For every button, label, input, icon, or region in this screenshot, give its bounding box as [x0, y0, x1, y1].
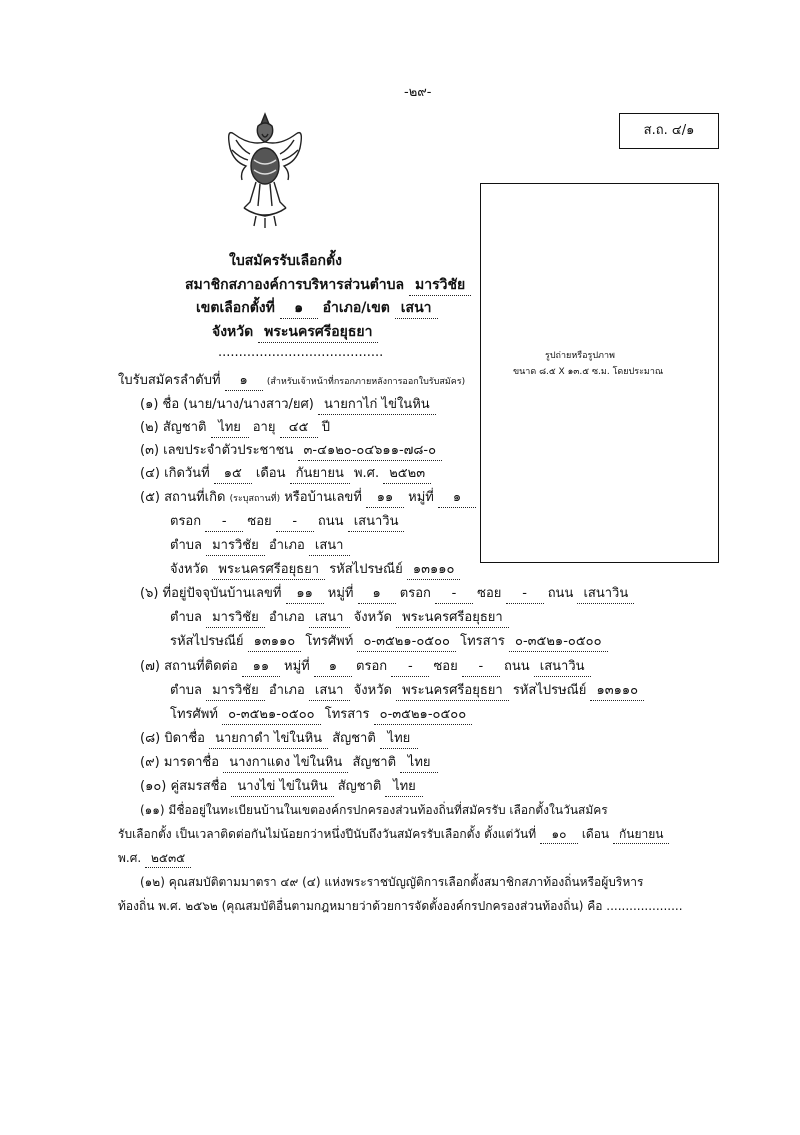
item-1-name [140, 396, 436, 415]
field-label: โทรศัพท์ [170, 707, 218, 722]
registered-day-field: ๑๐ [540, 825, 578, 844]
field-label: สัญชาติ [332, 731, 376, 746]
contact-trok-field: - [391, 658, 429, 677]
field-label: หมู่ที่ [284, 659, 310, 674]
field-label: รับเลือกตั้ง เป็นเวลาติดต่อกันไม่น้อยกว่าหนึ่งปีนับถึงวันสมัครรับเลือกตั้ง ตั้งแต่วันที่ [118, 827, 537, 841]
current-tambon-field: มารวิชัย [206, 609, 265, 628]
contact-amphoe-field: เสนา [309, 682, 350, 701]
header-dotted-line: ........................................ [218, 345, 384, 360]
item-7-line-2 [170, 682, 644, 701]
field-label: หรือบ้านเลขที่ [284, 490, 362, 505]
item-6-line-2 [170, 609, 509, 628]
district-no-field: ๑ [280, 298, 318, 319]
field-label: ตำบล [170, 538, 202, 553]
item-7-line-3 [170, 706, 472, 725]
item-6-current-address [140, 585, 634, 604]
birth-moo-field: ๑ [438, 489, 476, 508]
field-label: สัญชาติ [162, 420, 207, 435]
item-8-father [140, 730, 418, 749]
page-number: -๒๙- [404, 85, 432, 100]
birth-province-field: พระนครศรีอยุธยา [212, 561, 325, 580]
contact-tambon-field: มารวิชัย [206, 682, 265, 701]
current-postal-field: ๑๓๑๑๐ [248, 633, 302, 652]
field-label: อำเภอ [268, 538, 305, 553]
contact-phone-field: ๐-๓๕๒๑-๐๕๐๐ [222, 706, 321, 725]
item-6-line-3 [170, 633, 608, 652]
field-label: เดือน [255, 466, 286, 481]
field-label: คู่สมรสชื่อ [170, 779, 228, 794]
field-label: ซอย [247, 514, 272, 529]
field-label: หมู่ที่ [327, 586, 354, 601]
mother-name-field: นางกาแดง ไข่ในหิน [223, 754, 348, 773]
item-number: (๕) [140, 490, 160, 505]
field-label: มารดาชื่อ [163, 755, 220, 770]
item-number: (๙) [140, 755, 160, 770]
field-label: ตรอก [356, 659, 388, 674]
field-note: (ระบุสถานที่) [229, 494, 281, 504]
field-label: โทรศัพท์ [305, 634, 354, 649]
field-label: หมู่ที่ [408, 490, 434, 505]
current-soi-field: - [506, 585, 544, 604]
field-label: โทรสาร [460, 634, 505, 649]
amphoe-label: อำเภอ/เขต [322, 300, 390, 316]
order-line [118, 372, 465, 391]
item-2-nationality-age [140, 419, 330, 438]
field-label: ถนน [547, 586, 574, 601]
photo-box [480, 183, 719, 563]
field-label: ชื่อ (นาย/นาง/นางสาว/ยศ) [162, 397, 314, 412]
field-label: ถนน [503, 659, 530, 674]
field-label: โทรสาร [324, 707, 370, 722]
district-label: เขตเลือกตั้งที่ [196, 300, 275, 316]
field-label: รหัสไปรษณีย์ [512, 683, 587, 698]
field-label: ถนน [317, 514, 344, 529]
form-code-box: ส.ถ. ๔/๑ [619, 113, 719, 149]
item-11-line-1: (๑๑) มีชื่ออยู่ในทะเบียนบ้านในเขตองค์กรปกครองส่วนท้องถิ่นที่สมัครรับ เลือกตั้งในวันสมัคร [140, 803, 608, 817]
field-label: พ.ศ. [118, 851, 142, 865]
province-label: จังหวัด [212, 324, 254, 340]
item-5-line-2 [170, 513, 404, 532]
citizen-id-field: ๓-๔๑๒๐-๐๔๖๑๑-๗๘-๐ [298, 442, 443, 461]
field-label: เกิดวันที่ [164, 466, 210, 481]
father-name-field: นายกาดำ ไข่ในหิน [209, 730, 328, 749]
field-label: สัญชาติ [352, 755, 397, 770]
photo-caption-2: ขนาด ๘.๕ X ๑๓.๕ ซ.ม. โดยประมาณ [513, 367, 664, 377]
field-label: สถานที่ติดต่อ [164, 659, 238, 674]
item-number: (๖) [140, 586, 159, 601]
item-number: (๑๐) [140, 779, 167, 794]
spouse-nationality-field: ไทย [385, 778, 423, 797]
item-12-line-1: (๑๒) คุณสมบัติตามมาตรา ๔๙ (๔) แห่งพระราชบัญญัติการเลือกตั้งสมาชิกสภาท้องถิ่นหรือผู้บริหาร [140, 875, 644, 889]
amphoe-field: เสนา [395, 298, 438, 319]
spouse-name-field: นางไข่ ไข่ในหิน [231, 778, 333, 797]
current-trok-field: - [435, 585, 473, 604]
birth-year-field: ๒๕๒๓ [383, 465, 431, 484]
item-number: (๘) [140, 731, 161, 746]
field-label: รหัสไปรษณีย์ [329, 562, 403, 577]
current-phone-field: ๐-๓๕๒๑-๐๕๐๐ [357, 633, 456, 652]
registered-year-field: ๒๕๓๕ [145, 849, 191, 868]
item-5-birthplace [140, 489, 476, 508]
birth-month-field: กันยายน [290, 465, 350, 484]
birth-tambon-field: มารวิชัย [206, 537, 265, 556]
item-number: (๑) [140, 397, 159, 412]
field-label: บิดาชื่อ [164, 731, 205, 746]
field-label: พ.ศ. [353, 466, 380, 481]
mother-nationality-field: ไทย [400, 754, 438, 773]
item-number: (๔) [140, 466, 160, 481]
item-5-line-4 [170, 561, 460, 580]
current-province-field: พระนครศรีอยุธยา [396, 609, 509, 628]
photo-caption-1: รูปถ่ายหรือรูปภาพ [545, 351, 615, 361]
current-house-no-field: ๑๑ [286, 585, 324, 604]
tao-label: สมาชิกสภาองค์การบริหารส่วนตำบล [185, 277, 405, 293]
item-12-line-2: ท้องถิ่น พ.ศ. ๒๕๖๒ (คุณสมบัติอื่นตามกฎหมายว่าด้วยการจัดตั้งองค์กรปกครองส่วนท้องถิ่น) คือ .................... [118, 899, 683, 913]
current-moo-field: ๑ [358, 585, 396, 604]
current-fax-field: ๐-๓๕๒๑-๐๕๐๐ [509, 633, 608, 652]
item-3-id-number [140, 442, 442, 461]
field-label: จังหวัด [353, 610, 392, 625]
field-label: อำเภอ [268, 610, 305, 625]
contact-soi-field: - [462, 658, 500, 677]
field-label: จังหวัด [170, 562, 209, 577]
contact-road-field: เสนาวิน [534, 658, 591, 677]
birth-amphoe-field: เสนา [309, 537, 350, 556]
field-label: ซอย [433, 659, 458, 674]
item-number: (๒) [140, 420, 159, 435]
field-label: ซอย [477, 586, 502, 601]
field-label: สถานที่เกิด [164, 490, 226, 505]
field-label: จังหวัด [353, 683, 392, 698]
field-label: ตำบล [170, 683, 202, 698]
item-11-line-3 [118, 849, 191, 868]
order-label: ใบรับสมัครลำดับที่ [118, 373, 221, 388]
birth-soi-field: - [276, 513, 314, 532]
field-label: ปี [321, 420, 330, 435]
applicant-name-field: นายกาไก่ ไข่ในหิน [318, 396, 436, 415]
item-11-line-2 [118, 825, 669, 844]
item-4-birthdate [140, 465, 431, 484]
item-number: (๗) [140, 659, 160, 674]
contact-moo-field: ๑ [314, 658, 352, 677]
item-7-contact-address [140, 658, 591, 677]
field-label: รหัสไปรษณีย์ [170, 634, 244, 649]
contact-postal-field: ๑๓๑๑๐ [590, 682, 644, 701]
field-label: ตำบล [170, 610, 202, 625]
form-title: ใบสมัครรับเลือกตั้ง [229, 253, 342, 269]
item-5-line-3 [170, 537, 350, 556]
order-note: (สำหรับเจ้าหน้าที่กรอกภายหลังการออกใบรับสมัคร) [266, 377, 466, 387]
field-label: ที่อยู่ปัจจุบันบ้านเลขที่ [162, 586, 282, 601]
header-line-district [196, 298, 438, 319]
order-value-field: ๑ [225, 372, 263, 391]
nationality-field: ไทย [211, 419, 249, 438]
current-road-field: เสนาวิน [577, 585, 634, 604]
item-10-spouse [140, 778, 423, 797]
garuda-emblem-icon [220, 110, 310, 230]
field-label: อายุ [252, 420, 276, 435]
province-field: พระนครศรีอยุธยา [258, 322, 378, 343]
contact-province-field: พระนครศรีอยุธยา [396, 682, 509, 701]
field-label: สัญชาติ [337, 779, 382, 794]
birth-house-no-field: ๑๑ [366, 489, 404, 508]
contact-fax-field: ๐-๓๕๒๑-๐๕๐๐ [374, 706, 473, 725]
item-9-mother [140, 754, 438, 773]
field-label: อำเภอ [268, 683, 305, 698]
header-line-tao [185, 275, 471, 296]
age-field: ๔๕ [280, 419, 318, 438]
current-amphoe-field: เสนา [309, 609, 350, 628]
birth-road-field: เสนาวิน [348, 513, 405, 532]
field-label: ตรอก [399, 586, 431, 601]
header-line-province [212, 322, 378, 343]
registered-month-field: กันยายน [613, 825, 669, 844]
tao-name-field: มารวิชัย [409, 275, 471, 296]
birth-postal-field: ๑๓๑๑๐ [407, 561, 461, 580]
birth-day-field: ๑๕ [214, 465, 252, 484]
field-label: เดือน [581, 827, 610, 841]
birth-trok-field: - [205, 513, 243, 532]
field-label: เลขประจำตัวประชาชน [163, 443, 294, 458]
contact-house-no-field: ๑๑ [242, 658, 280, 677]
item-number: (๓) [140, 443, 160, 458]
field-label: ตรอก [170, 514, 202, 529]
father-nationality-field: ไทย [380, 730, 418, 749]
